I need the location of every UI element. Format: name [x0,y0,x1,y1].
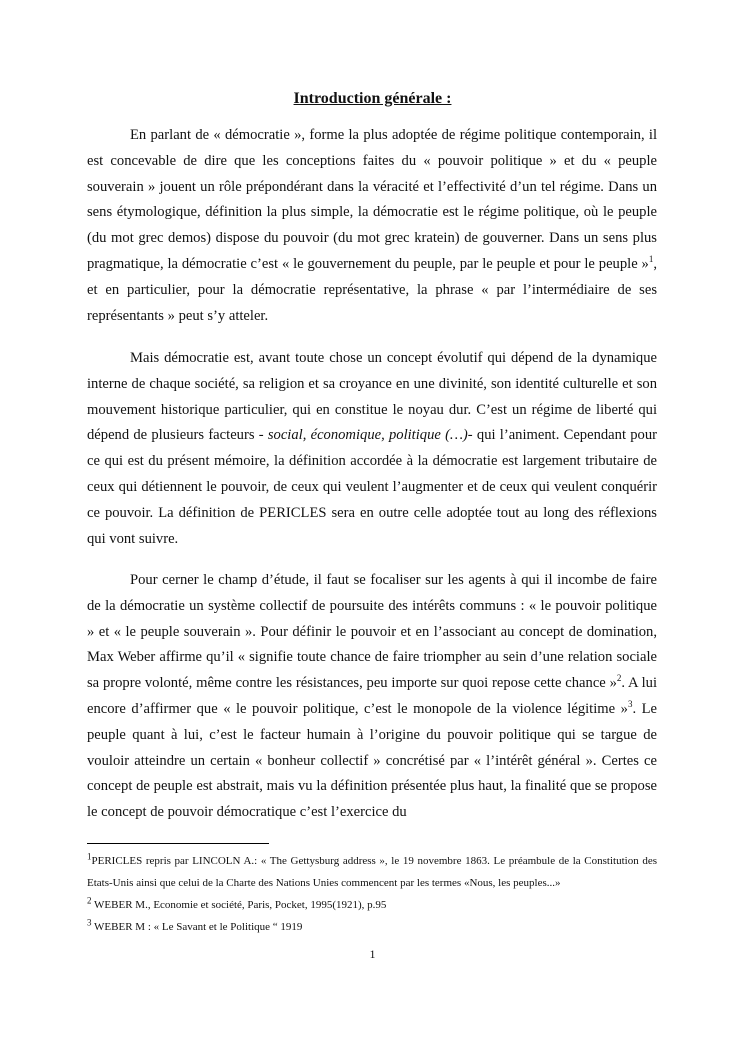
paragraph-text: Pour cerner le champ d’étude, il faut se focaliser sur les agents à qui il incombe de faire de la démocratie un système collectif de poursuite des intérêts communs : « le pouvoir politique » et « le peuple souverain ». Pour définir le pouvoir et en l’associant au concept de domination, Max Weber affirme qu’il « signifie toute chance de faire triompher au sein d’une relation sociale sa propre volonté, même contre les résistances, peu importe sur quoi repose cette chance » [87,572,657,692]
footnote-number: 2 [87,895,92,906]
italic-text: social, économique, politique (…)- [267,427,473,444]
footnote-1 [87,850,657,894]
paragraph-3 [87,568,657,826]
paragraph-text: Mais démocratie est, avant toute chose un concept évolutif qui dépend de la dynamique interne de chaque société, sa religion et sa croyance en une divinité, son identité culturelle et son mouvement historique particulier, qui en constitue le noyau dur. C’est un régime de liberté qui dépend de plusieurs facteurs - [87,350,657,444]
footnote-ref-2[interactable]: 2 [616,673,622,684]
footnote-2 [87,894,657,916]
footnote-ref-3[interactable]: 3 [627,699,633,710]
page-title: Introduction générale : [293,90,452,107]
footnote-separator [87,843,269,844]
footnote-text: WEBER M., Economie et société, Paris, Pocket, 1995(1921), p.95 [91,899,387,911]
footnote-number: 1 [87,851,92,862]
footnote-text: PERICLES repris par LINCOLN A.: « The Gettysburg address », le 19 novembre 1863. Le préambule de la Constitution des Etats-Unis ainsi que celui de la Charte des Nations Unies commencent par les termes «Nous, les peuples...» [87,855,657,889]
footnote-3 [87,916,657,938]
paragraph-text: , et en particulier, pour la démocratie représentative, la phrase « par l’intermédiaire de ses représentants » peut s’y atteler. [87,255,657,324]
paragraph-text: qui l’animent. Cependant pour ce qui est du présent mémoire, la définition accordée à la démocratie est largement tributaire de ceux qui détiennent le pouvoir, de ceux qui veulent l’augmenter et de ceux qui veulent conquérir ce pouvoir. La définition de PERICLES sera en outre celle adoptée tout au long des réflexions qui vont suivre. [87,427,657,547]
paragraph-1 [87,123,657,329]
paragraph-text: En parlant de « démocratie », forme la plus adoptée de régime politique contemporain, il est concevable de dire que les conceptions faites du « pouvoir politique » et du « peuple souverain » jouent un rôle prépondérant dans la véracité et l’effectivité d’un tel régime. Dans un sens étymologique, définition la plus simple, la démocratie est le régime politique, où le peuple (du mot grec demos) dispose du pouvoir (du mot grec kratein) de gouverner. Dans un sens plus pragmatique, la démocratie c’est « le gouvernement du peuple, par le peuple et pour le peuple » [87,127,657,272]
paragraph-text: . A lui encore d’affirmer que « le pouvoir politique, c’est le monopole de la violence légitime » [87,675,657,717]
paragraph-text: . Le peuple quant à lui, c’est le facteur humain à l’origine du pouvoir politique qui se targue de vouloir atteindre un certain « bonheur collectif » concrétisé par « l’intérêt général ». Certes ce concept de peuple est abstrait, mais vu la définition présentée plus haut, la finalité que se propose le concept de pouvoir démocratique c’est l’exercice du [87,700,657,821]
footnotes [87,850,657,938]
paragraph-2 [87,346,657,552]
footnote-text: WEBER M : « Le Savant et le Politique “ 1919 [91,921,303,933]
footnote-number: 3 [87,917,92,928]
footnote-ref-1[interactable]: 1 [648,254,654,265]
page-number: 1 [369,947,376,961]
